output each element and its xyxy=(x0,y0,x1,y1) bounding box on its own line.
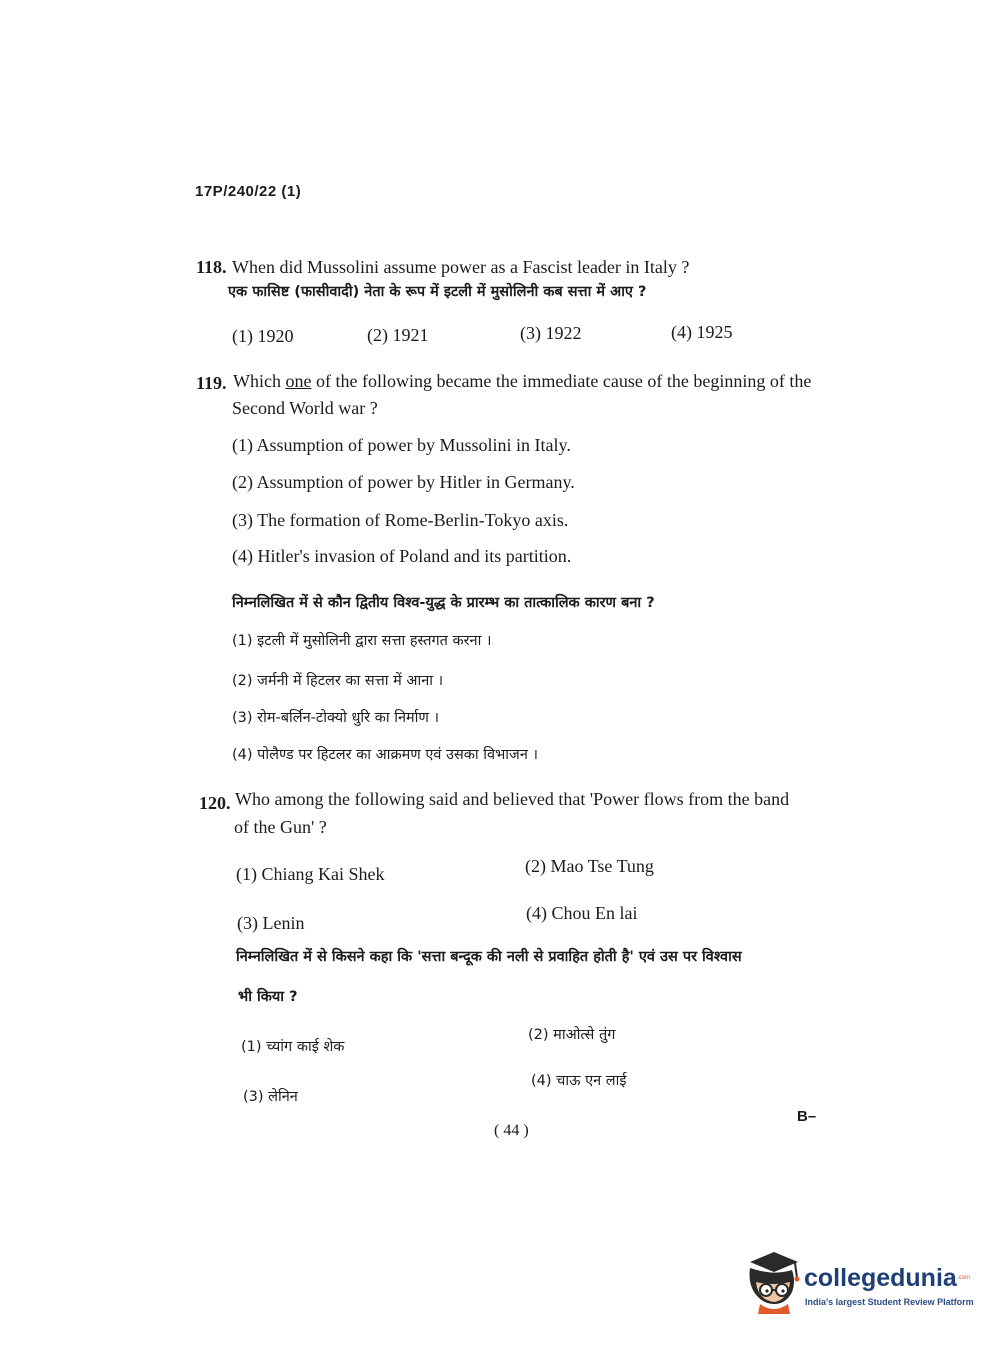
option-2: (2) 1921 xyxy=(367,325,429,345)
option-1-en: (1) Assumption of power by Mussolini in Italy. xyxy=(232,435,571,455)
question-text-en-line2: of the Gun' ? xyxy=(234,817,327,837)
option-2-hi: (2) जर्मनी में हिटलर का सत्ता में आना । xyxy=(232,673,444,689)
option-3-en: (3) The formation of Rome-Berlin-Tokyo axis. xyxy=(232,510,569,530)
option-3-hi: (3) रोम-बर्लिन-टोक्यो धुरि का निर्माण । xyxy=(232,710,440,726)
option-4-en: (4) Hitler's invasion of Poland and its partition. xyxy=(232,546,572,566)
question-text-hi-line2: भी किया ? xyxy=(238,989,298,1005)
option-4: (4) 1925 xyxy=(671,322,733,342)
option-4-hi: (4) पोलैण्ड पर हिटलर का आक्रमण एवं उसका विभाजन । xyxy=(232,747,538,763)
option-2-en: (2) Assumption of power by Hitler in Germany. xyxy=(232,472,575,492)
option-3: (3) 1922 xyxy=(520,323,582,343)
question-text-en-line2: Second World war ? xyxy=(232,398,378,418)
question-number: 118. xyxy=(196,257,227,277)
question-text-en xyxy=(233,369,811,393)
question-number: 119. xyxy=(196,373,227,393)
option-2-hi: (2) माओत्से तुंग xyxy=(528,1027,616,1043)
question-text-en: When did Mussolini assume power as a Fascist leader in Italy ? xyxy=(232,257,690,277)
question-text-hi: एक फासिष्ट (फासीवादी) नेता के रूप में इटली में मुसोलिनी कब सत्ता में आए ? xyxy=(228,284,647,300)
option-1: (1) 1920 xyxy=(232,326,294,346)
question-number: 120. xyxy=(199,793,231,813)
option-1-hi: (1) इटली में मुसोलिनी द्वारा सत्ता हस्तगत करना । xyxy=(232,633,492,649)
option-1-hi: (1) च्यांग काई शेक xyxy=(241,1039,345,1055)
question-text-pre: Which xyxy=(233,371,286,391)
booklet-series: B– xyxy=(797,1108,817,1125)
brand-name: collegedunia xyxy=(804,1264,957,1292)
option-2-en: (2) Mao Tse Tung xyxy=(525,856,654,876)
collegedunia-logo xyxy=(740,1248,974,1318)
question-text-en: Who among the following said and believed that 'Power flows from the band xyxy=(235,789,790,809)
question-text-hi: निम्नलिखित में से किसने कहा कि 'सत्ता बन्दूक की नली से प्रवाहित होती है' एवं उस पर विश्वास xyxy=(236,949,742,965)
paper-code: 17P/240/22 (1) xyxy=(195,183,302,200)
question-text-emphasis: one xyxy=(285,371,312,391)
option-3-en: (3) Lenin xyxy=(237,913,305,933)
question-text-hi: निम्नलिखित में से कौन द्वितीय विश्व-युद्ध के प्रारम्भ का तात्कालिक कारण बना ? xyxy=(232,595,655,611)
option-4-en: (4) Chou En lai xyxy=(526,903,638,923)
option-3-hi: (3) लेनिन xyxy=(243,1089,298,1105)
page-number: ( 44 ) xyxy=(494,1122,529,1139)
option-1-en: (1) Chiang Kai Shek xyxy=(236,864,385,884)
brand-suffix: .com xyxy=(957,1275,971,1281)
question-text-post: of the following became the immediate cause of the beginning of the xyxy=(311,371,812,391)
brand-tagline: India's largest Student Review Platform xyxy=(805,1297,974,1307)
mascot-icon xyxy=(740,1248,802,1314)
option-4-hi: (4) चाऊ एन लाई xyxy=(531,1073,627,1089)
